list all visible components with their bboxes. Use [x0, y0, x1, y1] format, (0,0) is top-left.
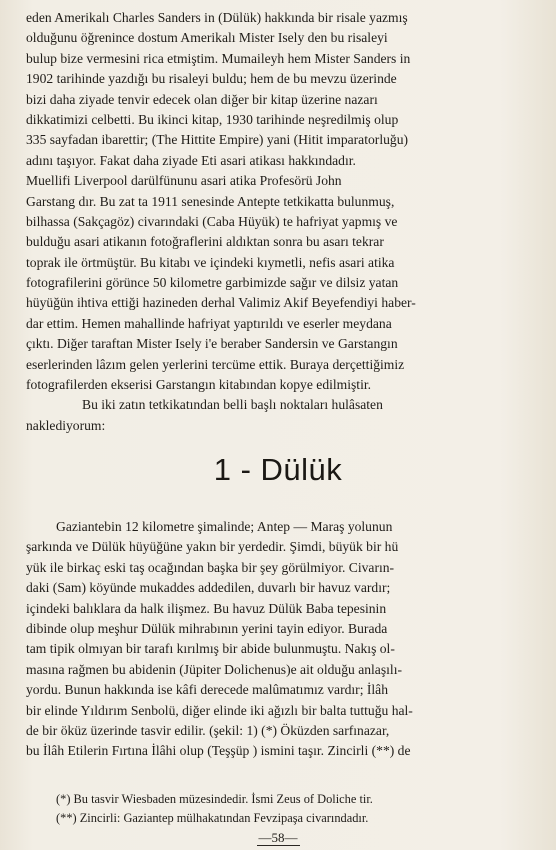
text-line: toprak ile örtmüştür. Bu kitabı ve içindeki kıymetli, nefis asari atika [26, 254, 395, 270]
text-line: 1902 tarihinde yazdığı bu risaleyi buldu; hem de bu mevzu üzerinde [26, 71, 397, 87]
text-line: bizi daha ziyade tenvir edecek olan diğer bir kitap üzerine nazarı [26, 91, 378, 107]
text-line: dikkatimizi celbetti. Bu ikinci kitap, 1930 tarihinde neşredilmiş olup [26, 111, 399, 127]
text-line: fotografilerden ekserisi Garstangın kitabından kopye edilmiştir. [26, 377, 372, 393]
text-line: masına rağmen bu abidenin (Jüpiter Dolichenus)e ait olduğu anlaşılı- [26, 661, 402, 677]
text-line: eden Amerikalı Charles Sanders in (Dülük) hakkında bir risale yazmış [26, 10, 408, 25]
text-line: Bu iki zatın tetkikatından belli başlı noktaları hulâsaten [82, 397, 383, 413]
text-line: Garstang dır. Bu zat ta 1911 senesinde Antepte tetkikatta bulunmuş, [26, 193, 395, 209]
text-line: Gaziantebin 12 kilometre şimalinde; Antep — Maraş yolunun [56, 519, 393, 534]
footnote: (**) Zincirli: Gaziantep mülhakatından Fevzipaşa civarındadır. [56, 811, 369, 825]
footnote: (*) Bu tasvir Wiesbaden müzesindedir. İsmi Zeus of Doliche tir. [56, 792, 373, 806]
text-line: 335 sayfadan ibarettir; (The Hittite Empire) yani (Hitit imparatorluğu) [26, 132, 409, 148]
text-line: bir elinde Yıldırım Senbolü, diğer elinde iki ağızlı bir balta tuttuğu hal- [26, 702, 413, 718]
text-line: çıktı. Diğer taraftan Mister Isely i'e beraber Sandersin ve Garstangın [26, 336, 398, 352]
page-number [0, 830, 556, 846]
text-line: daki (Sam) köyünde mukaddes addedilen, duvarlı bir havuz vardır; [26, 580, 391, 596]
footnotes [56, 790, 536, 828]
text-line: yük ile birkaç eski taş ocağından başka bir şey görülmiyor. Civarın- [26, 559, 395, 575]
text-line: de bir öküz üzerinde tasvir edilir. (şekil: 1) (*) Öküzden sarfınazar, [26, 722, 390, 738]
text-line: fotografilerini görünce 50 kilometre garbimizde sağır ve dilsiz yatan [26, 275, 399, 291]
text-line: hüyüğün ihtiva ettiği hazineden derhal Valimiz Akif Beyefendiyi haber- [26, 295, 416, 311]
text-line: olduğunu öğrenince dostum Amerikalı Mister Isely den bu risaleyi [26, 30, 388, 46]
text-line: bilhassa (Sakçagöz) civarındaki (Caba Hüyük) te hafriyat yapmış ve [26, 213, 398, 229]
paragraph-1 [26, 8, 534, 436]
text-line: tam tipik olmıyan bir tarafı kırılmış bir abide bulunmuştu. Nakış ol- [26, 641, 395, 657]
text-line: yordu. Bunun hakkında ise kâfi derecede malûmatımız vardır; İlâh [26, 682, 388, 698]
text-line: içindeki balıklara da halk ilişmez. Bu havuz Dülük Baba tepesinin [26, 600, 387, 616]
page-number-text: —58— [258, 830, 298, 845]
text-line: naklediyorum: [26, 417, 106, 433]
text-line: Muellifi Liverpool darülfünunu asari atika Profesörü John [26, 173, 342, 189]
text-line: eserlerinden lâzım gelen yerlerini tercüme ettik. Buraya derçettiğimiz [26, 356, 405, 372]
text-line: şarkında ve Dülük hüyüğüne yakın bir yerdedir. Şimdi, büyük bir hü [26, 539, 399, 555]
paragraph-2 [26, 517, 534, 762]
text-line: adını taşıyor. Fakat daha ziyade Eti asari atikası hakkındadır. [26, 152, 356, 168]
text-line: bu İlâh Etilerin Fırtına İlâhi olup (Teşşüp ) ismini taşır. Zincirli (**) de [26, 743, 411, 759]
section-heading: 1 - Dülük [213, 452, 343, 487]
text-line: dar ettim. Hemen mahallinde hafriyat yaptırıldı ve eserler meydana [26, 315, 392, 331]
text-line: bulduğu asari atikanın fotoğraflerini aldıktan sonra bu asarı tekrar [26, 234, 384, 250]
text-line: dibinde olup meşhur Dülük mihrabının yerini tayin ediyor. Burada [26, 620, 388, 636]
text-line: bulup bize vermesini rica etmiştim. Mumaileyh hem Mister Sanders in [26, 50, 411, 66]
